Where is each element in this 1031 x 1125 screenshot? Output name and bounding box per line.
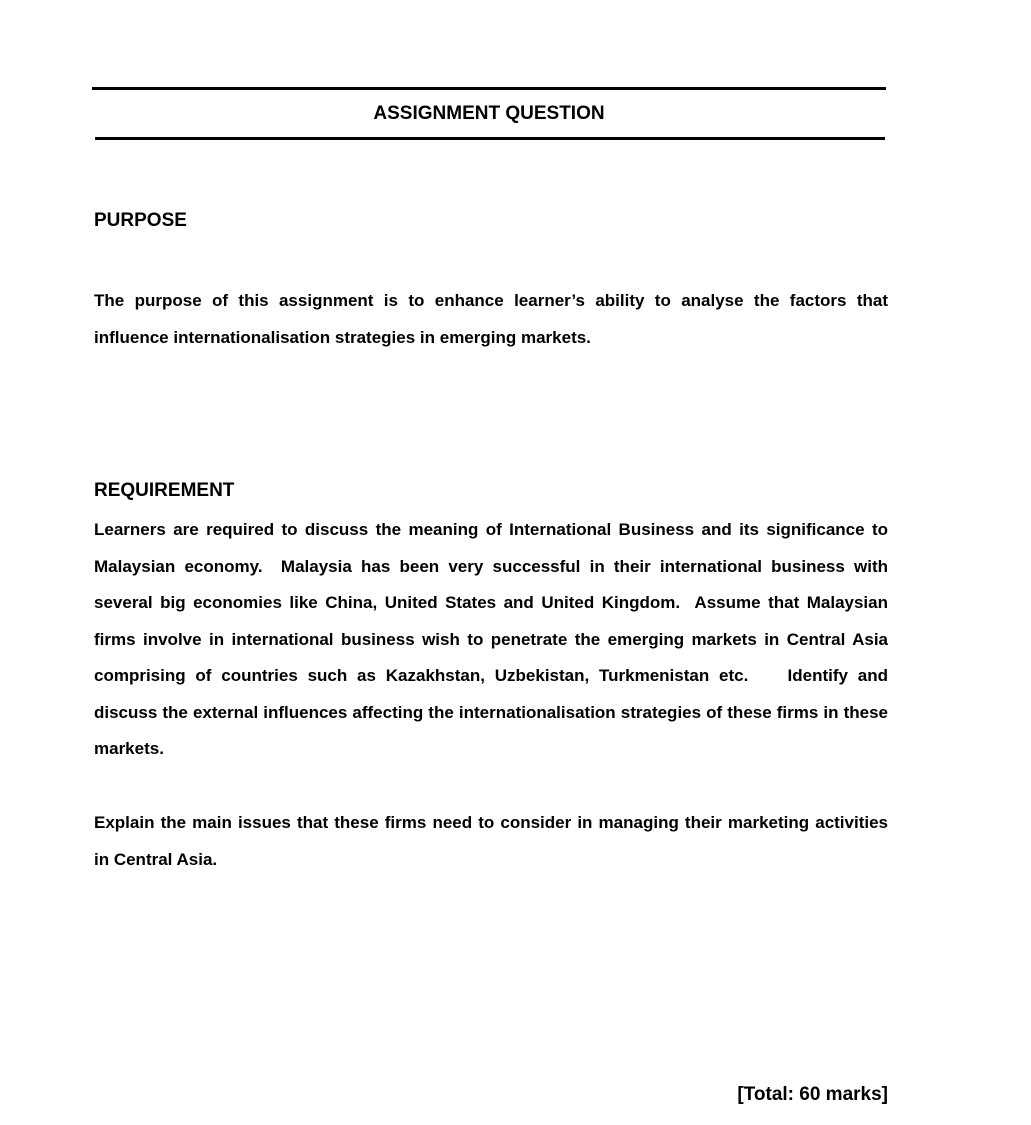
title-top-rule: [92, 87, 886, 90]
purpose-text: The purpose of this assignment is to enhance learner’s ability to analyse the factors that influence internationalisation strategies in emerging markets.: [94, 291, 888, 347]
page-title: ASSIGNMENT QUESTION: [373, 103, 605, 124]
requirement-heading: REQUIREMENT: [94, 480, 235, 501]
requirement-paragraph-1: Learners are required to discuss the meaning of International Business and its significance to Malaysian economy. Malaysia has been very successful in their international business with several big economies like China, United States and United Kingdom. Assume that Malaysian firms involve in international business wish to penetrate the emerging markets in Central Asia comprising of countries such as Kazakhstan, Uzbekistan, Turkmenistan etc. Identify and discuss the external influences affecting the internationalisation strategies of these firms in these markets.: [94, 520, 893, 758]
purpose-heading: PURPOSE: [94, 210, 187, 231]
title-bottom-rule: [95, 137, 885, 140]
requirement-paragraph-2: Explain the main issues that these firms need to consider in managing their marketing activities in Central Asia.: [94, 813, 888, 869]
total-marks: [Total: 60 marks]: [737, 1084, 888, 1105]
